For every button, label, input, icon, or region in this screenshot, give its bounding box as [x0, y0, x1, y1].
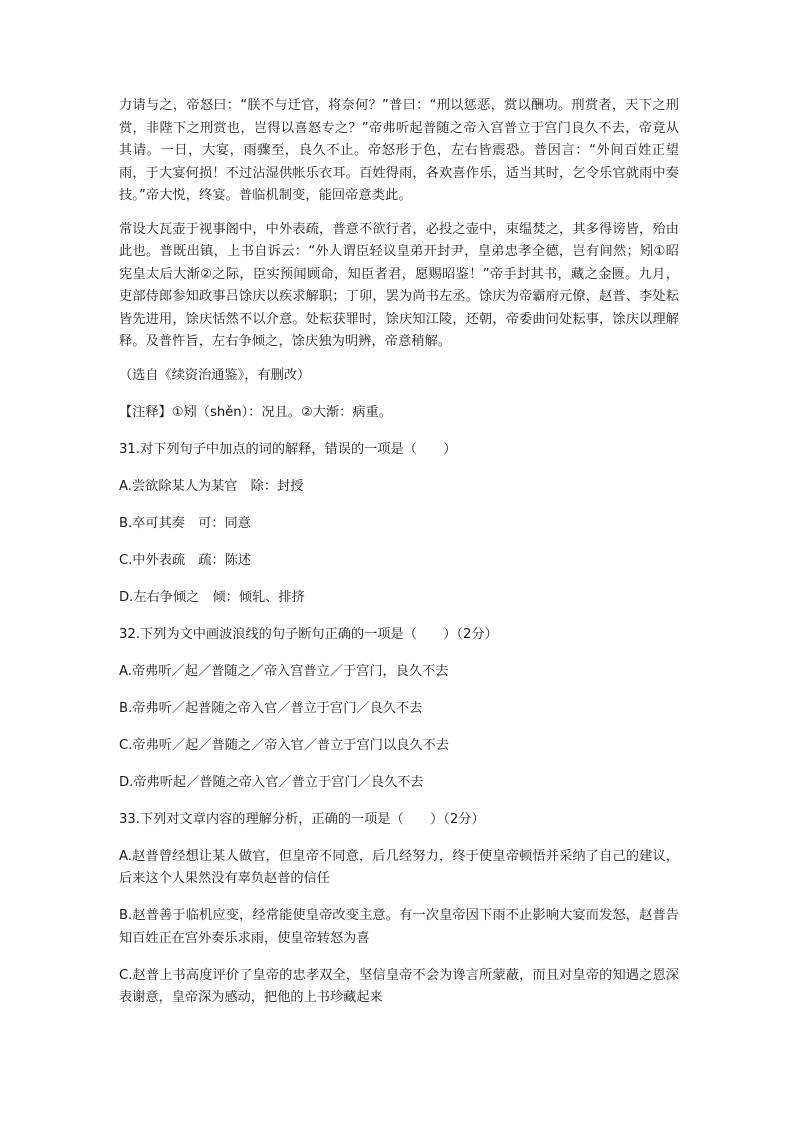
question-31-option-c: C.中外表疏 疏：陈述: [119, 552, 252, 568]
question-31: [119, 439, 679, 610]
source-citation: （选自《续资治通鉴》，有删改）: [119, 367, 311, 383]
question-33-option-c: C.赵普上书高度评价了皇帝的忠孝双全，坚信皇帝不会为谗言所蒙蔽，而且对皇帝的知遇之恩深表谢意，皇帝深为感动，把他的上书珍藏起来: [119, 967, 679, 1005]
passage-paragraph-1: 力请与之，帝怒曰：“朕不与迁官，将奈何？”普曰：“刑以惩恶，赏以酬功。刑赏者，天下之刑赏，非陛下之刑赏也，岂得以喜怒专之？”帝弗听起普随之帝入宫普立于宫门良久不去，帝竟从其请。一日，大宴，雨骤至，良久不止。帝怒形于色，左右皆震恐。普因言：“外间百姓正望雨，于大宴何损！不过沾湿供帐乐衣耳。百姓得雨，各欢喜作乐，适当其时，乞令乐官就雨中奏技。”帝大悦，终宴。普临机制变，能回帝意类此。: [119, 98, 679, 203]
question-32-option-b: B.帝弗听／起普随之帝入官／普立于宫门／良久不去: [119, 700, 423, 716]
question-33: [119, 809, 679, 1010]
passage-paragraph-2: 常设大瓦壶于视事阁中，中外表疏，普意不欲行者，必投之壶中，束缊焚之，其多得谤皆，殆由此也。普既出镇，上书自诉云：“外人谓臣轻议皇弟开封尹，皇弟忠孝全德，岂有间然；矧①昭宪皇太后大渐②之际，臣实预闻顾命，知臣者君，愿赐昭鉴！”帝手封其书，藏之金匮。九月，吏部侍郎参知政事吕馀庆以疾求解职；丁卯，罢为尚书左丞。馀庆为帝霸府元僚，赵普、李处耘皆先进用，馀庆恬然不以介意。处耘获罪时，馀庆知江陵，还朝，帝委曲问处耘事，馀庆以理解释。及普忤旨，左右争倾之，馀庆独为明辨，帝意稍解。: [119, 221, 679, 349]
question-31-option-d: D.左右争倾之 倾：倾轧、排挤: [119, 589, 305, 605]
question-31-option-b: B.卒可其奏 可：同意: [119, 515, 251, 531]
question-33-stem: 33.下列对文章内容的理解分析，正确的一项是（ ）（2分）: [119, 811, 485, 827]
question-33-option-b: B.赵普善于临机应变，经常能使皇帝改变主意。有一次皇帝因下雨不止影响大宴而发怒，赵普告知百姓正在宫外奏乐求雨，使皇帝转怒为喜: [119, 908, 679, 946]
annotation-note: 【注释】①矧（shěn）：况且。②大渐：病重。: [119, 404, 392, 420]
question-32-option-a: A.帝弗听／起／普随之／帝入宫普立／于宫门，良久不去: [119, 663, 449, 679]
question-32-stem: 32.下列为文中画波浪线的句子断句正确的一项是（ ）（2分）: [119, 626, 498, 642]
question-31-stem: 31.对下列句子中加点的词的解释，错误的一项是（ ）: [119, 441, 457, 457]
document-page: [119, 95, 679, 1024]
question-32-option-d: D.帝弗听起／普随之帝入官／普立于宫门／良久不去: [119, 774, 424, 790]
question-31-option-a: A.尝欲除某人为某官 除：封授: [119, 478, 304, 494]
question-32: [119, 624, 679, 795]
question-33-option-a: A.赵普曾经想让某人做官，但皇帝不同意，后几经努力，终于使皇帝顿悟并采纳了自己的建议，后来这个人果然没有辜负赵普的信任: [119, 848, 679, 886]
question-32-option-c: C.帝弗听／起／普随之／帝入官／普立于宫门以良久不去: [119, 737, 449, 753]
